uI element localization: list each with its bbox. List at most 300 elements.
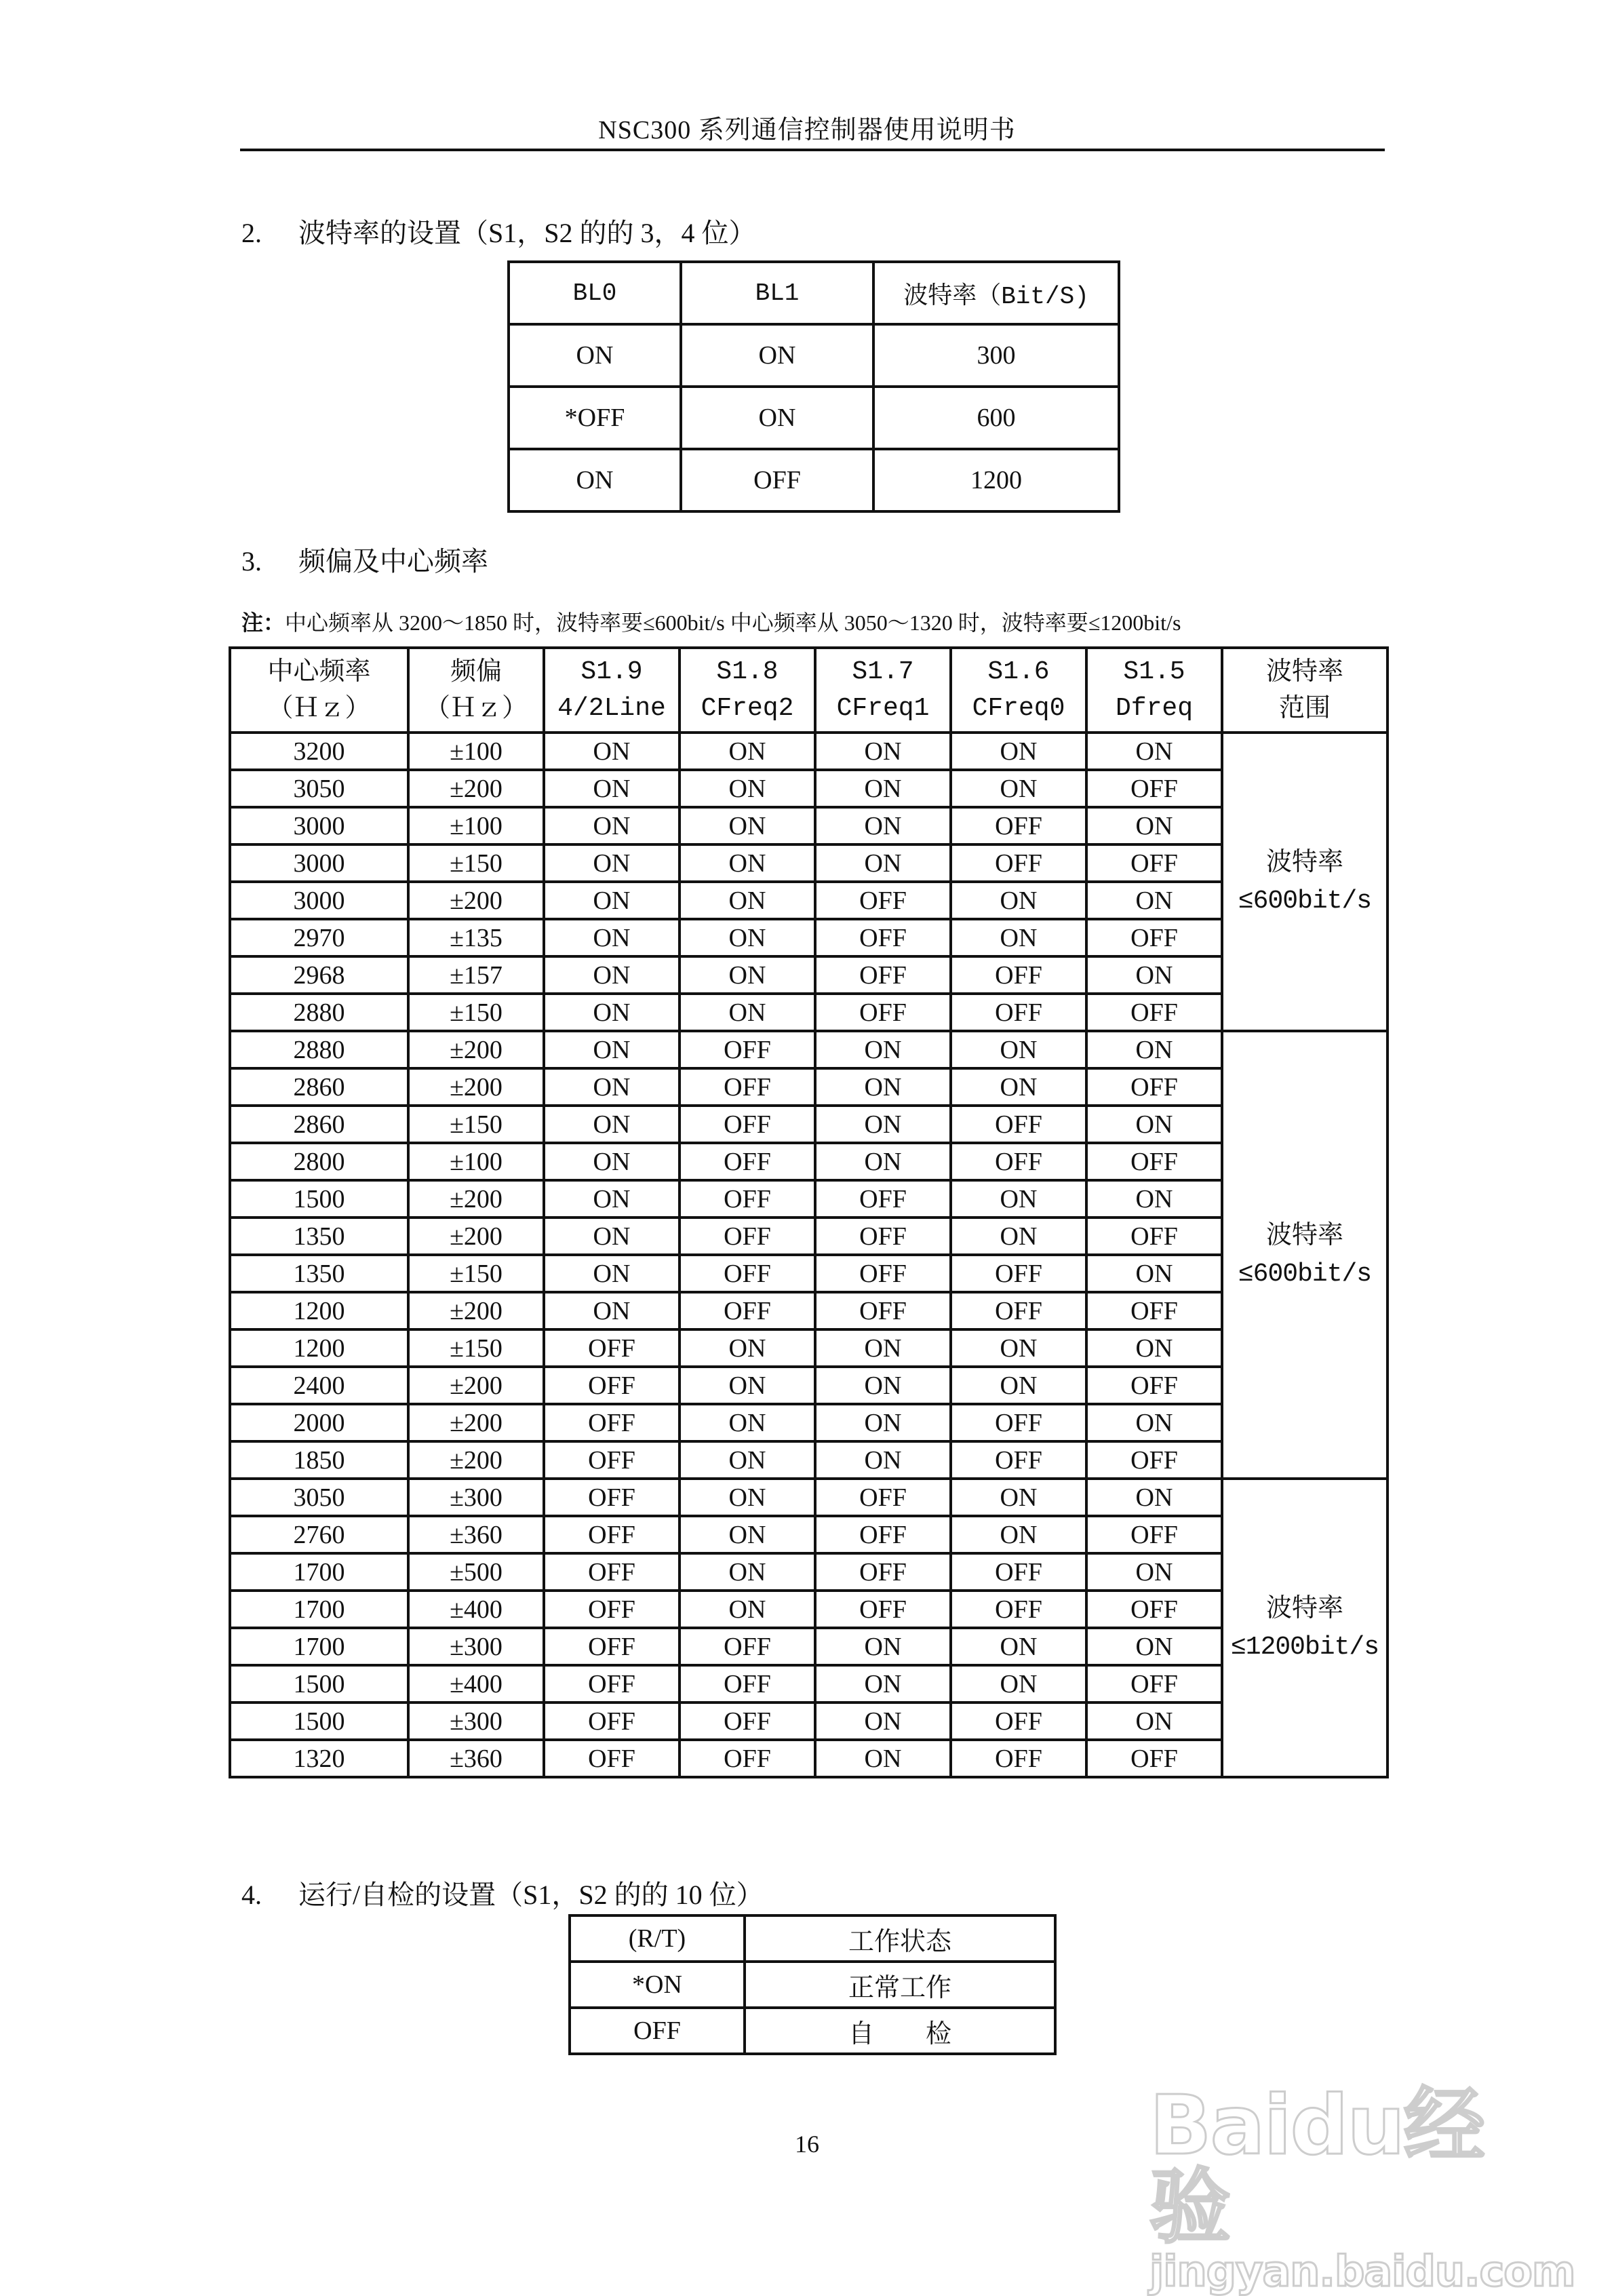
switch-state-cell: ON	[1086, 733, 1222, 770]
column-header-line1: S1.7	[852, 657, 914, 687]
table-cell: OFF	[570, 2008, 745, 2054]
switch-state-cell: OFF	[815, 1180, 951, 1218]
deviation-cell: ±200	[408, 1068, 544, 1106]
table-cell: 1200	[873, 449, 1119, 511]
column-header-line2: Dfreq	[1115, 693, 1194, 723]
switch-state-cell: ON	[1086, 956, 1222, 994]
switch-state-cell: OFF	[951, 956, 1086, 994]
switch-state-cell: OFF	[1086, 1367, 1222, 1404]
watermark-logo: Baidu经验	[1149, 2079, 1484, 2255]
column-header-line1: 波特率	[1265, 657, 1343, 686]
switch-state-cell: OFF	[544, 1516, 680, 1553]
center-frequency-cell: 1350	[230, 1218, 408, 1255]
center-frequency-cell: 1700	[230, 1628, 408, 1665]
table-header-row	[230, 648, 1387, 733]
table-row	[230, 1143, 1387, 1180]
switch-state-cell: OFF	[544, 1665, 680, 1702]
switch-state-cell: OFF	[951, 1441, 1086, 1479]
switch-state-cell: OFF	[544, 1702, 680, 1740]
switch-state-cell: ON	[951, 770, 1086, 807]
switch-state-cell: OFF	[815, 1553, 951, 1591]
table-row	[230, 1740, 1387, 1777]
switch-state-cell: ON	[951, 1068, 1086, 1106]
switch-state-cell: ON	[680, 1441, 815, 1479]
table-row	[230, 1068, 1387, 1106]
switch-state-cell: OFF	[815, 1591, 951, 1628]
switch-state-cell: OFF	[951, 1404, 1086, 1441]
switch-state-cell: ON	[680, 844, 815, 882]
column-header-line2: 4/2Line	[557, 693, 666, 723]
switch-state-cell: ON	[951, 1031, 1086, 1068]
section-3-title: 频偏及中心频率	[298, 546, 488, 577]
switch-state-cell: ON	[815, 1441, 951, 1479]
switch-state-cell: ON	[1086, 1479, 1222, 1516]
switch-state-cell: ON	[815, 1143, 951, 1180]
deviation-cell: ±360	[408, 1516, 544, 1553]
column-header-line1: S1.9	[580, 657, 643, 687]
center-frequency-cell: 1500	[230, 1180, 408, 1218]
switch-state-cell: ON	[815, 1740, 951, 1777]
switch-state-cell: ON	[951, 1218, 1086, 1255]
deviation-cell: ±150	[408, 994, 544, 1031]
switch-state-cell: OFF	[951, 1106, 1086, 1143]
column-header	[230, 648, 408, 733]
switch-state-cell: OFF	[951, 807, 1086, 844]
deviation-cell: ±400	[408, 1591, 544, 1628]
baud-range-label: 波特率	[1265, 1594, 1343, 1622]
switch-state-cell: ON	[680, 1329, 815, 1367]
baud-rate-table	[507, 260, 1120, 513]
switch-state-cell: ON	[1086, 1702, 1222, 1740]
center-frequency-cell: 1350	[230, 1255, 408, 1292]
switch-state-cell: OFF	[1086, 1665, 1222, 1702]
switch-state-cell: ON	[680, 919, 815, 956]
section-3-number: 3.	[241, 546, 262, 577]
column-header-line2: CFreq1	[836, 693, 930, 723]
switch-state-cell: OFF	[951, 844, 1086, 882]
switch-state-cell: OFF	[1086, 1441, 1222, 1479]
switch-state-cell: ON	[951, 1180, 1086, 1218]
switch-state-cell: ON	[815, 1702, 951, 1740]
table-cell: *ON	[570, 1962, 745, 2008]
switch-state-cell: ON	[680, 994, 815, 1031]
table-cell: 600	[873, 387, 1119, 449]
switch-state-cell: OFF	[951, 1553, 1086, 1591]
switch-state-cell: ON	[544, 844, 680, 882]
switch-state-cell: ON	[815, 1665, 951, 1702]
switch-state-cell: ON	[680, 1516, 815, 1553]
switch-state-cell: OFF	[1086, 1740, 1222, 1777]
column-header: 波特率（Bit/S)	[873, 262, 1119, 324]
center-frequency-cell: 1700	[230, 1553, 408, 1591]
center-frequency-cell: 1500	[230, 1665, 408, 1702]
center-frequency-cell: 2400	[230, 1367, 408, 1404]
column-header: BL0	[509, 262, 681, 324]
switch-state-cell: ON	[680, 733, 815, 770]
table-cell: ON	[681, 324, 873, 387]
deviation-cell: ±135	[408, 919, 544, 956]
switch-state-cell: ON	[544, 882, 680, 919]
switch-state-cell: ON	[680, 1479, 815, 1516]
switch-state-cell: ON	[951, 1516, 1086, 1553]
run-selftest-table	[568, 1914, 1057, 2055]
switch-state-cell: ON	[544, 1068, 680, 1106]
column-header-line1: 频偏	[450, 657, 502, 686]
switch-state-cell: ON	[1086, 1180, 1222, 1218]
switch-state-cell: OFF	[1086, 844, 1222, 882]
deviation-cell: ±200	[408, 1441, 544, 1479]
deviation-cell: ±500	[408, 1553, 544, 1591]
switch-state-cell: ON	[951, 1479, 1086, 1516]
switch-state-cell: ON	[544, 1031, 680, 1068]
center-frequency-cell: 3000	[230, 807, 408, 844]
table-row	[509, 449, 1119, 511]
column-header-line2: 范围	[1278, 693, 1331, 722]
table-cell: *OFF	[509, 387, 681, 449]
switch-state-cell: ON	[680, 1591, 815, 1628]
switch-state-cell: OFF	[951, 1740, 1086, 1777]
switch-state-cell: OFF	[815, 994, 951, 1031]
table-row	[230, 1702, 1387, 1740]
switch-state-cell: OFF	[1086, 1068, 1222, 1106]
switch-state-cell: ON	[544, 1106, 680, 1143]
switch-state-cell: OFF	[1086, 1516, 1222, 1553]
switch-state-cell: OFF	[951, 1702, 1086, 1740]
switch-state-cell: OFF	[815, 1255, 951, 1292]
center-frequency-cell: 1200	[230, 1292, 408, 1329]
table-row	[230, 1441, 1387, 1479]
baud-range-cell	[1222, 1031, 1387, 1479]
switch-state-cell: ON	[815, 770, 951, 807]
center-frequency-cell: 2800	[230, 1143, 408, 1180]
baud-range-value: ≤1200bit/s	[1230, 1633, 1379, 1662]
page-number: 16	[795, 2130, 819, 2158]
switch-state-cell: ON	[815, 844, 951, 882]
baud-range-cell	[1222, 1479, 1387, 1777]
switch-state-cell: OFF	[951, 1292, 1086, 1329]
deviation-cell: ±100	[408, 1143, 544, 1180]
table-row	[230, 1628, 1387, 1665]
table-row	[230, 807, 1387, 844]
switch-state-cell: OFF	[680, 1665, 815, 1702]
table-row	[230, 1255, 1387, 1292]
switch-state-cell: ON	[544, 1218, 680, 1255]
section-3-note	[241, 606, 1181, 637]
switch-state-cell: ON	[544, 770, 680, 807]
note-label: 注：	[241, 610, 286, 635]
deviation-cell: ±200	[408, 882, 544, 919]
deviation-cell: ±300	[408, 1628, 544, 1665]
table-row	[230, 1516, 1387, 1553]
table-row	[230, 1329, 1387, 1367]
switch-state-cell: ON	[951, 1628, 1086, 1665]
switch-state-cell: ON	[1086, 1404, 1222, 1441]
switch-state-cell: OFF	[815, 919, 951, 956]
switch-state-cell: OFF	[680, 1068, 815, 1106]
switch-state-cell: ON	[680, 882, 815, 919]
switch-state-cell: ON	[1086, 1329, 1222, 1367]
switch-state-cell: ON	[680, 1367, 815, 1404]
column-header-line2: （Ｈｚ）	[424, 693, 528, 722]
switch-state-cell: OFF	[544, 1591, 680, 1628]
deviation-cell: ±157	[408, 956, 544, 994]
center-frequency-cell: 3200	[230, 733, 408, 770]
switch-state-cell: OFF	[815, 956, 951, 994]
column-header	[951, 648, 1086, 733]
switch-state-cell: OFF	[680, 1106, 815, 1143]
baud-range-value: ≤600bit/s	[1238, 1260, 1372, 1289]
table-cell: 正常工作	[745, 1962, 1055, 2008]
switch-state-cell: OFF	[544, 1329, 680, 1367]
switch-state-cell: OFF	[1086, 994, 1222, 1031]
switch-state-cell: ON	[680, 807, 815, 844]
table-cell: ON	[509, 449, 681, 511]
table-cell: ON	[509, 324, 681, 387]
switch-state-cell: OFF	[680, 1180, 815, 1218]
switch-state-cell: OFF	[544, 1740, 680, 1777]
table-row	[230, 1591, 1387, 1628]
table-row	[230, 770, 1387, 807]
column-header-line1: S1.8	[716, 657, 779, 687]
table-row	[230, 1479, 1387, 1516]
column-header	[408, 648, 544, 733]
deviation-cell: ±100	[408, 807, 544, 844]
center-frequency-cell: 2968	[230, 956, 408, 994]
switch-state-cell: OFF	[544, 1479, 680, 1516]
column-header-line1: 中心频率	[267, 657, 371, 686]
column-header: BL1	[681, 262, 873, 324]
switch-state-cell: OFF	[680, 1740, 815, 1777]
switch-state-cell: ON	[544, 956, 680, 994]
table-row	[230, 956, 1387, 994]
deviation-cell: ±150	[408, 1255, 544, 1292]
column-header	[680, 648, 815, 733]
switch-state-cell: ON	[951, 919, 1086, 956]
deviation-cell: ±400	[408, 1665, 544, 1702]
switch-state-cell: OFF	[544, 1628, 680, 1665]
switch-state-cell: OFF	[815, 1479, 951, 1516]
deviation-cell: ±300	[408, 1702, 544, 1740]
baud-range-label: 波特率	[1265, 1221, 1343, 1249]
frequency-table	[229, 646, 1389, 1778]
table-cell: 300	[873, 324, 1119, 387]
switch-state-cell: ON	[1086, 807, 1222, 844]
switch-state-cell: ON	[1086, 1628, 1222, 1665]
switch-state-cell: ON	[815, 733, 951, 770]
switch-state-cell: ON	[815, 1031, 951, 1068]
column-header	[1222, 648, 1387, 733]
table-row	[230, 1404, 1387, 1441]
section-4-title: 运行/自检的设置（S1，S2 的的 10 位）	[298, 1880, 764, 1910]
switch-state-cell: ON	[680, 1404, 815, 1441]
switch-state-cell: ON	[815, 1404, 951, 1441]
switch-state-cell: ON	[1086, 1553, 1222, 1591]
table-row	[230, 1031, 1387, 1068]
header-divider	[240, 149, 1385, 151]
deviation-cell: ±200	[408, 770, 544, 807]
column-header-line2: CFreq0	[972, 693, 1065, 723]
table-row	[570, 1962, 1055, 2008]
table-row	[570, 2008, 1055, 2054]
switch-state-cell: OFF	[680, 1143, 815, 1180]
switch-state-cell: OFF	[815, 1292, 951, 1329]
table-cell: ON	[681, 387, 873, 449]
table-row	[230, 882, 1387, 919]
center-frequency-cell: 1700	[230, 1591, 408, 1628]
switch-state-cell: ON	[544, 733, 680, 770]
switch-state-cell: ON	[1086, 1106, 1222, 1143]
switch-state-cell: ON	[544, 1143, 680, 1180]
column-header-line1: S1.6	[987, 657, 1050, 687]
running-header: NSC300 系列通信控制器使用说明书	[598, 116, 1016, 144]
table-row	[230, 733, 1387, 770]
switch-state-cell: OFF	[1086, 1292, 1222, 1329]
switch-state-cell: OFF	[544, 1441, 680, 1479]
column-header-line2: （Ｈｚ）	[267, 693, 371, 722]
switch-state-cell: OFF	[680, 1255, 815, 1292]
table-row	[509, 387, 1119, 449]
section-2-heading	[241, 212, 756, 250]
section-3-heading	[241, 540, 488, 579]
switch-state-cell: OFF	[1086, 1218, 1222, 1255]
column-header	[544, 648, 680, 733]
switch-state-cell: ON	[544, 1292, 680, 1329]
deviation-cell: ±200	[408, 1031, 544, 1068]
switch-state-cell: ON	[815, 1628, 951, 1665]
table-row	[230, 1665, 1387, 1702]
table-row	[230, 994, 1387, 1031]
center-frequency-cell: 1850	[230, 1441, 408, 1479]
switch-state-cell: ON	[1086, 1255, 1222, 1292]
switch-state-cell: ON	[680, 770, 815, 807]
center-frequency-cell: 3050	[230, 770, 408, 807]
switch-state-cell: OFF	[1086, 1143, 1222, 1180]
baud-range-cell	[1222, 733, 1387, 1031]
switch-state-cell: OFF	[951, 1143, 1086, 1180]
switch-state-cell: ON	[544, 1255, 680, 1292]
deviation-cell: ±300	[408, 1479, 544, 1516]
switch-state-cell: ON	[1086, 882, 1222, 919]
table-row	[230, 1218, 1387, 1255]
column-header	[815, 648, 951, 733]
center-frequency-cell: 1320	[230, 1740, 408, 1777]
table-header-row	[570, 1915, 1055, 1962]
center-frequency-cell: 2860	[230, 1068, 408, 1106]
switch-state-cell: OFF	[544, 1367, 680, 1404]
switch-state-cell: ON	[544, 1180, 680, 1218]
switch-state-cell: ON	[815, 1367, 951, 1404]
column-header	[1086, 648, 1222, 733]
switch-state-cell: ON	[680, 1553, 815, 1591]
column-header: (R/T)	[570, 1915, 745, 1962]
switch-state-cell: ON	[815, 807, 951, 844]
table-row	[230, 1106, 1387, 1143]
center-frequency-cell: 2880	[230, 1031, 408, 1068]
switch-state-cell: OFF	[815, 1516, 951, 1553]
switch-state-cell: ON	[951, 1329, 1086, 1367]
deviation-cell: ±150	[408, 1106, 544, 1143]
switch-state-cell: OFF	[680, 1628, 815, 1665]
center-frequency-cell: 3000	[230, 882, 408, 919]
switch-state-cell: OFF	[680, 1292, 815, 1329]
switch-state-cell: ON	[815, 1329, 951, 1367]
switch-state-cell: ON	[951, 882, 1086, 919]
switch-state-cell: ON	[680, 956, 815, 994]
switch-state-cell: OFF	[951, 1591, 1086, 1628]
note-text: 中心频率从 3200～1850 时，波特率要≤600bit/s 中心频率从 3050～1320 时，波特率要≤1200bit/s	[285, 610, 1181, 635]
deviation-cell: ±200	[408, 1404, 544, 1441]
switch-state-cell: ON	[544, 919, 680, 956]
table-row	[230, 1367, 1387, 1404]
switch-state-cell: OFF	[1086, 770, 1222, 807]
deviation-cell: ±150	[408, 844, 544, 882]
center-frequency-cell: 2860	[230, 1106, 408, 1143]
switch-state-cell: ON	[1086, 1031, 1222, 1068]
switch-state-cell: OFF	[951, 994, 1086, 1031]
deviation-cell: ±150	[408, 1329, 544, 1367]
table-row	[509, 324, 1119, 387]
deviation-cell: ±200	[408, 1367, 544, 1404]
deviation-cell: ±100	[408, 733, 544, 770]
switch-state-cell: OFF	[951, 1255, 1086, 1292]
deviation-cell: ±360	[408, 1740, 544, 1777]
switch-state-cell: ON	[815, 1106, 951, 1143]
switch-state-cell: ON	[951, 733, 1086, 770]
switch-state-cell: ON	[951, 1665, 1086, 1702]
section-2-number: 2.	[241, 218, 262, 248]
baidu-watermark	[1149, 2079, 1575, 2296]
deviation-cell: ±200	[408, 1292, 544, 1329]
watermark-url: jingyan.baidu.com	[1149, 2246, 1575, 2296]
switch-state-cell: OFF	[815, 1218, 951, 1255]
section-4-heading	[241, 1873, 764, 1912]
baud-range-value: ≤600bit/s	[1238, 887, 1372, 916]
switch-state-cell: ON	[951, 1367, 1086, 1404]
center-frequency-cell: 3050	[230, 1479, 408, 1516]
center-frequency-cell: 2000	[230, 1404, 408, 1441]
table-row	[230, 844, 1387, 882]
center-frequency-cell: 2880	[230, 994, 408, 1031]
table-row	[230, 1553, 1387, 1591]
table-row	[230, 919, 1387, 956]
switch-state-cell: OFF	[680, 1702, 815, 1740]
deviation-cell: ±200	[408, 1180, 544, 1218]
center-frequency-cell: 1200	[230, 1329, 408, 1367]
table-cell: OFF	[681, 449, 873, 511]
center-frequency-cell: 1500	[230, 1702, 408, 1740]
column-header: 工作状态	[745, 1915, 1055, 1962]
section-2-title: 波特率的设置（S1，S2 的的 3，4 位）	[298, 218, 756, 248]
table-header-row	[509, 262, 1119, 324]
table-row	[230, 1292, 1387, 1329]
deviation-cell: ±200	[408, 1218, 544, 1255]
column-header-line2: CFreq2	[701, 693, 794, 723]
baud-range-label: 波特率	[1265, 848, 1343, 876]
switch-state-cell: OFF	[815, 882, 951, 919]
switch-state-cell: ON	[815, 1068, 951, 1106]
switch-state-cell: ON	[544, 807, 680, 844]
switch-state-cell: OFF	[544, 1404, 680, 1441]
table-cell: 自 检	[745, 2008, 1055, 2054]
center-frequency-cell: 2970	[230, 919, 408, 956]
switch-state-cell: OFF	[1086, 1591, 1222, 1628]
section-4-number: 4.	[241, 1880, 262, 1910]
switch-state-cell: OFF	[1086, 919, 1222, 956]
switch-state-cell: ON	[544, 994, 680, 1031]
switch-state-cell: OFF	[680, 1218, 815, 1255]
column-header-line1: S1.5	[1123, 657, 1185, 687]
table-row	[230, 1180, 1387, 1218]
